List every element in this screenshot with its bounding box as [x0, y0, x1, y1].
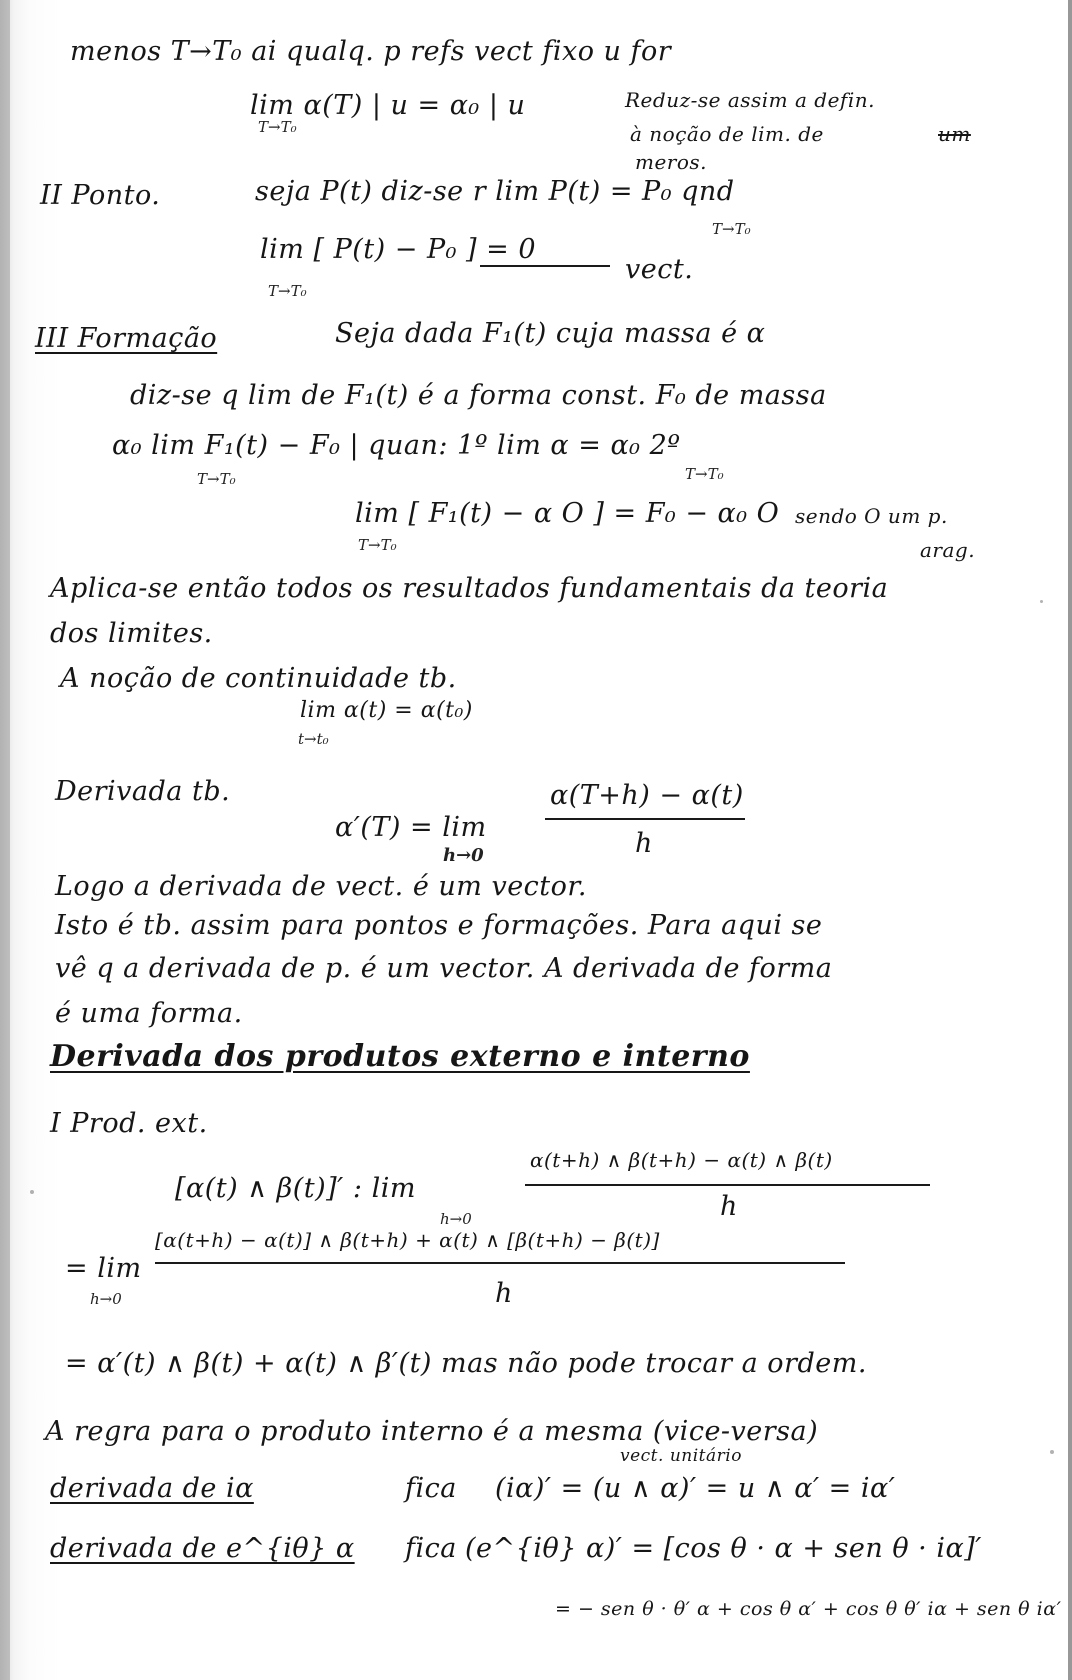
text-note: à noção de lim. de [630, 122, 824, 146]
text-line: Isto é tb. assim para pontos e formações. Para aqui se [55, 910, 823, 941]
fraction-bar [155, 1262, 845, 1264]
formula-line: (iα)′ = (u ∧ α)′ = u ∧ α′ = iα′ [495, 1473, 896, 1504]
limit-subscript: h→0 [90, 1290, 122, 1308]
arrow-line [480, 265, 610, 267]
fraction-denominator: h [495, 1278, 513, 1309]
page-left-shadow [0, 0, 10, 1680]
text-line: α₀ lim F₁(t) − F₀ | quan: 1º lim α = α₀ 2º [112, 430, 681, 461]
text-line: diz-se q lim de F₁(t) é a forma const. F₀ de massa [130, 380, 827, 411]
text-line: seja P(t) diz-se r lim P(t) = P₀ qnd [255, 176, 735, 207]
section-heading: III Formação [35, 323, 218, 354]
text-label: derivada de iα [50, 1473, 254, 1504]
section-heading: II Ponto. [40, 180, 161, 211]
limit-subscript: h→0 [443, 845, 484, 866]
formula-line: α′(T) = lim [335, 812, 487, 843]
text-label: derivada de e^{iθ} α [50, 1533, 355, 1564]
limit-subscript: T→T₀ [197, 470, 236, 488]
text-note: vect. unitário [620, 1446, 742, 1466]
fraction-numerator: α(t+h) ∧ β(t+h) − α(t) ∧ β(t) [530, 1148, 833, 1172]
ink-speck [30, 1190, 34, 1194]
text-line: é uma forma. [55, 998, 243, 1029]
ink-speck [1050, 1450, 1054, 1454]
text-line: vect. [625, 254, 694, 285]
limit-subscript: T→T₀ [685, 465, 724, 483]
formula-line: = − sen θ · θ′ α + cos θ α′ + cos θ θ′ iα + sen θ iα′ [555, 1598, 1062, 1620]
text-line: Aplica-se então todos os resultados fundamentais da teoria [50, 573, 889, 604]
text-line: A regra para o produto interno é a mesma (vice-versa) [45, 1416, 819, 1447]
limit-subscript: h→0 [440, 1210, 472, 1228]
struck-word: um [938, 122, 971, 146]
text-note: sendo O um p. [795, 504, 948, 528]
text-line: Logo a derivada de vect. é um vector. [55, 871, 587, 902]
fraction-denominator: h [635, 828, 653, 859]
formula-line: lim α(t) = α(t₀) [300, 698, 473, 723]
section-heading: Derivada dos produtos externo e interno [50, 1039, 750, 1074]
ink-speck [1040, 600, 1043, 603]
formula-line: lim α(T) | u = α₀ | u [250, 90, 526, 121]
text-line: vê q a derivada de p. é um vector. A derivada de forma [55, 953, 833, 984]
fraction-bar [545, 818, 745, 820]
formula-line: (e^{iθ} α)′ = [cos θ · α + sen θ · iα]′ [465, 1533, 982, 1564]
fraction-denominator: h [720, 1191, 738, 1222]
fraction-numerator: α(T+h) − α(t) [550, 780, 744, 811]
fraction-numerator: [α(t+h) − α(t)] ∧ β(t+h) + α(t) ∧ [β(t+h) − β(t)] [155, 1228, 660, 1252]
text-note: meros. [635, 150, 708, 174]
text-line: fica [405, 1533, 457, 1564]
fraction-bar [525, 1184, 930, 1186]
text-line: fica [405, 1473, 457, 1504]
formula-line: [α(t) ∧ β(t)]′ : lim [175, 1173, 416, 1204]
formula-line: = lim [65, 1253, 142, 1284]
text-note: arag. [920, 538, 976, 562]
text-line: menos T→T₀ ai qualq. p refs vect fixo u for [70, 36, 672, 67]
limit-subscript: T→T₀ [712, 220, 751, 238]
text-note: Reduz-se assim a defin. [625, 88, 875, 112]
limit-subscript: T→T₀ [358, 536, 397, 554]
subsection-heading: I Prod. ext. [50, 1108, 208, 1139]
text-line: Derivada tb. [55, 776, 231, 807]
text-line: Seja dada F₁(t) cuja massa é α [335, 318, 766, 349]
formula-line: lim [ P(t) − P₀ ] = 0 [260, 234, 537, 265]
limit-subscript: t→t₀ [298, 730, 329, 748]
formula-line: lim [ F₁(t) − α O ] = F₀ − α₀ O [355, 498, 780, 529]
text-line: dos limites. [50, 618, 213, 649]
text-line: A noção de continuidade tb. [60, 663, 457, 694]
limit-subscript: T→T₀ [268, 282, 307, 300]
page-right-edge [1068, 0, 1072, 1680]
limit-subscript: T→T₀ [258, 118, 297, 136]
formula-line: = α′(t) ∧ β(t) + α(t) ∧ β′(t) mas não pode trocar a ordem. [65, 1348, 867, 1379]
